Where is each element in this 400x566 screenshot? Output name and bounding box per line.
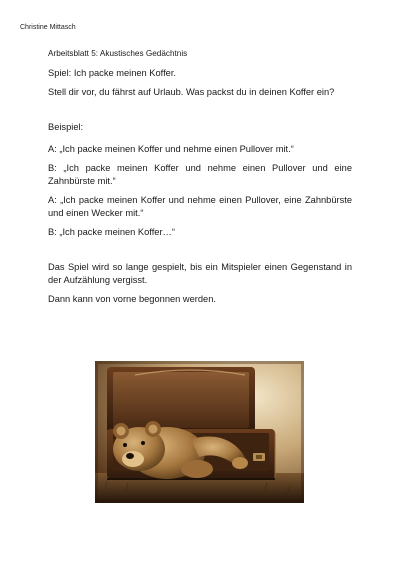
restart-text: Dann kann von vorne begonnen werden. bbox=[48, 294, 216, 304]
example-line: A: „Ich packe meinen Koffer und nehme einen Pullover, eine Zahnbürste und einen Wecker mit.“ bbox=[48, 195, 352, 218]
example-line: B: „Ich packe meinen Koffer…“ bbox=[48, 227, 175, 237]
example-line: A: „Ich packe meinen Koffer und nehme einen Pullover mit.“ bbox=[48, 144, 294, 154]
example-line: B: „Ich packe meinen Koffer und nehme einen Pullover und eine Zahnbürste mit.“ bbox=[48, 163, 352, 186]
author-name: Christine Mittasch bbox=[20, 24, 76, 31]
teddy-bear-in-suitcase-photo bbox=[95, 361, 304, 503]
example-heading: Beispiel: bbox=[48, 122, 84, 132]
worksheet-content bbox=[48, 49, 352, 306]
intro-text: Stell dir vor, du fährst auf Urlaub. Was packst du in deinen Koffer ein? bbox=[48, 87, 335, 97]
rules-text: Das Spiel wird so lange gespielt, bis ein Mitspieler einen Gegenstand in der Aufzählung vergisst. bbox=[48, 262, 352, 285]
game-title: Spiel: Ich packe meinen Koffer. bbox=[48, 68, 176, 78]
worksheet-subtitle: Arbeitsblatt 5: Akustisches Gedächtnis bbox=[48, 49, 188, 58]
